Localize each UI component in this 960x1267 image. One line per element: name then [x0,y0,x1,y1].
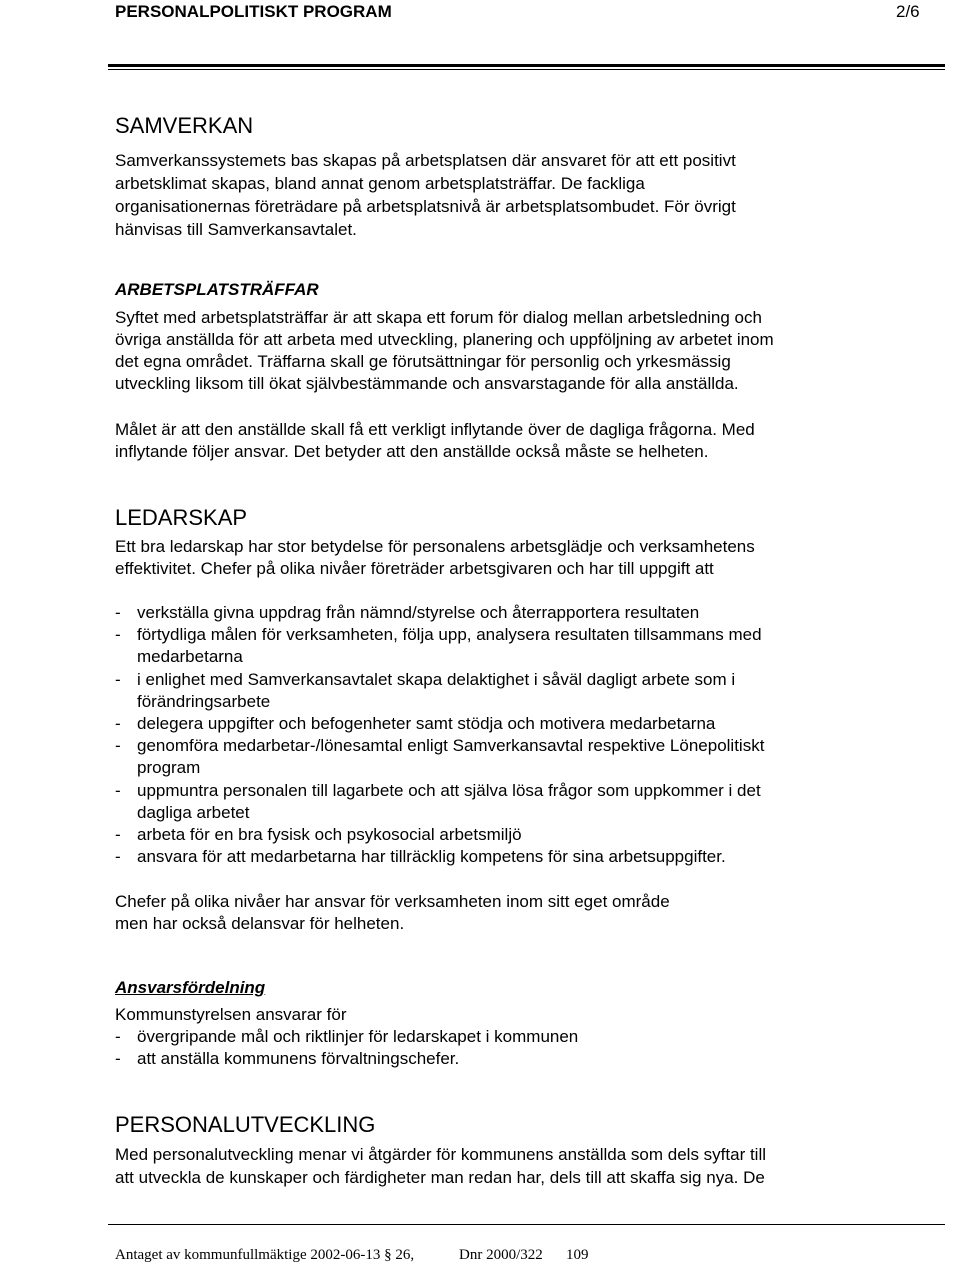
list-item [115,1048,578,1070]
paragraph-line: Med personalutveckling menar vi åtgärder för kommunens anställda som dels syftar till [115,1145,767,1164]
list-item-line: att anställa kommunens förvaltningschefer. [137,1049,460,1068]
paragraph-line: arbetsklimat skapas, bland annat genom arbetsplatsträffar. De fackliga [115,174,645,193]
list-item-line: förändringsarbete [137,691,271,711]
list-item [115,735,764,779]
footer-rule [108,1224,945,1225]
list-item-line: dagliga arbetet [137,802,250,822]
list-item-line: verkställa givna uppdrag från nämnd/styrelse och återrapportera resultaten [137,603,700,622]
arbetsplatstraffar-paragraph-2 [115,419,755,463]
heading-arbetsplatstraffar: ARBETSPLATSTRÄFFAR [115,280,319,299]
ledarskap-task-list [115,602,764,868]
ansvarsfordelning-list [115,1004,578,1070]
list-marker: - [115,625,121,645]
paragraph-line: Chefer på olika nivåer har ansvar för verksamheten inom sitt eget område [115,892,670,911]
list-item-line: program [137,758,201,778]
header-rule-thick [108,64,945,67]
list-item [115,780,764,824]
list-marker: - [115,847,121,867]
personalutveckling-paragraph [115,1143,766,1189]
list-item-line: arbeta för en bra fysisk och psykosocial arbetsmiljö [137,824,522,844]
heading-samverkan: SAMVERKAN [115,113,254,138]
list-item [115,624,764,668]
paragraph-line: Syftet med arbetsplatsträffar är att skapa ett forum för dialog mellan arbetsledning och [115,308,762,327]
list-marker: - [115,669,121,689]
list-item-line: uppmuntra personalen till lagarbete och att själva lösa frågor som uppkommer i det [137,780,761,800]
list-item-line: ansvara för att medarbetarna har tillräcklig kompetens för sina arbetsuppgifter. [137,847,726,867]
page-number: 2/6 [896,2,920,21]
list-item-line: medarbetarna [137,647,243,667]
list-item [115,824,764,846]
list-marker: - [115,713,121,733]
list-item [115,846,764,868]
list-marker: - [115,1049,121,1068]
list-item [115,1026,578,1048]
footer-dnr: Dnr 2000/322 [459,1247,543,1263]
list-marker: - [115,780,121,800]
list-item-line: i enlighet med Samverkansavtalet skapa delaktighet i såväl dagligt arbete som i [137,669,736,689]
list-item [115,669,764,713]
heading-ansvarsfordelning: Ansvarsfördelning [115,978,266,997]
list-item-line: övergripande mål och riktlinjer för ledarskapet i kommunen [137,1027,579,1046]
heading-personalutveckling: PERSONALUTVECKLING [115,1112,376,1137]
paragraph-line: effektivitet. Chefer på olika nivåer företräder arbetsgivaren och har till uppgift att [115,559,714,578]
list-marker: - [115,824,121,844]
document-title: PERSONALPOLITISKT PROGRAM [115,2,392,21]
paragraph-line: övriga anställda för att arbeta med utveckling, planering och uppföljning av arbetet inom [115,330,774,349]
samverkan-paragraph [115,149,736,241]
paragraph-line: att utveckla de kunskaper och färdigheter man redan har, dels till att skaffa sig nya. De [115,1168,765,1187]
paragraph-line: utveckling liksom till ökat självbestämmande och ansvarstagande för alla anställda. [115,374,739,393]
paragraph-line: Ett bra ledarskap har stor betydelse för personalens arbetsglädje och verksamhetens [115,537,755,556]
paragraph-line: inflytande följer ansvar. Det betyder att den anställde också måste se helheten. [115,442,709,461]
heading-ledarskap: LEDARSKAP [115,505,248,530]
ledarskap-intro [115,536,755,580]
paragraph-line: Målet är att den anställde skall få ett verkligt inflytande över de dagliga frågorna. Med [115,420,755,439]
list-item [115,602,764,624]
footer-number: 109 [566,1247,589,1263]
paragraph-line: det egna området. Träffarna skall ge förutsättningar för personlig och yrkesmässig [115,352,731,371]
footer-adopted: Antaget av kommunfullmäktige 2002-06-13 § 26, [115,1247,415,1263]
list-intro: Kommunstyrelsen ansvarar för [115,1005,347,1024]
arbetsplatstraffar-paragraph-1 [115,307,774,395]
list-item-line: förtydliga målen för verksamheten, följa upp, analysera resultaten tillsammans med [137,625,762,645]
list-item [115,713,764,735]
ledarskap-closing [115,891,670,935]
paragraph-line: hänvisas till Samverkansavtalet. [115,220,357,239]
header-rule-thin [108,69,945,70]
list-marker: - [115,1027,121,1046]
paragraph-line: men har också delansvar för helheten. [115,914,405,933]
list-marker: - [115,603,121,622]
paragraph-line: organisationernas företrädare på arbetsplatsnivå är arbetsplatsombudet. För övrigt [115,197,736,216]
list-item-line: genomföra medarbetar-/lönesamtal enligt Samverkansavtal respektive Lönepolitiskt [137,736,765,756]
list-marker: - [115,736,121,756]
paragraph-line: Samverkanssystemets bas skapas på arbetsplatsen där ansvaret för att ett positivt [115,151,736,170]
list-item-line: delegera uppgifter och befogenheter samt stödja och motivera medarbetarna [137,713,716,733]
